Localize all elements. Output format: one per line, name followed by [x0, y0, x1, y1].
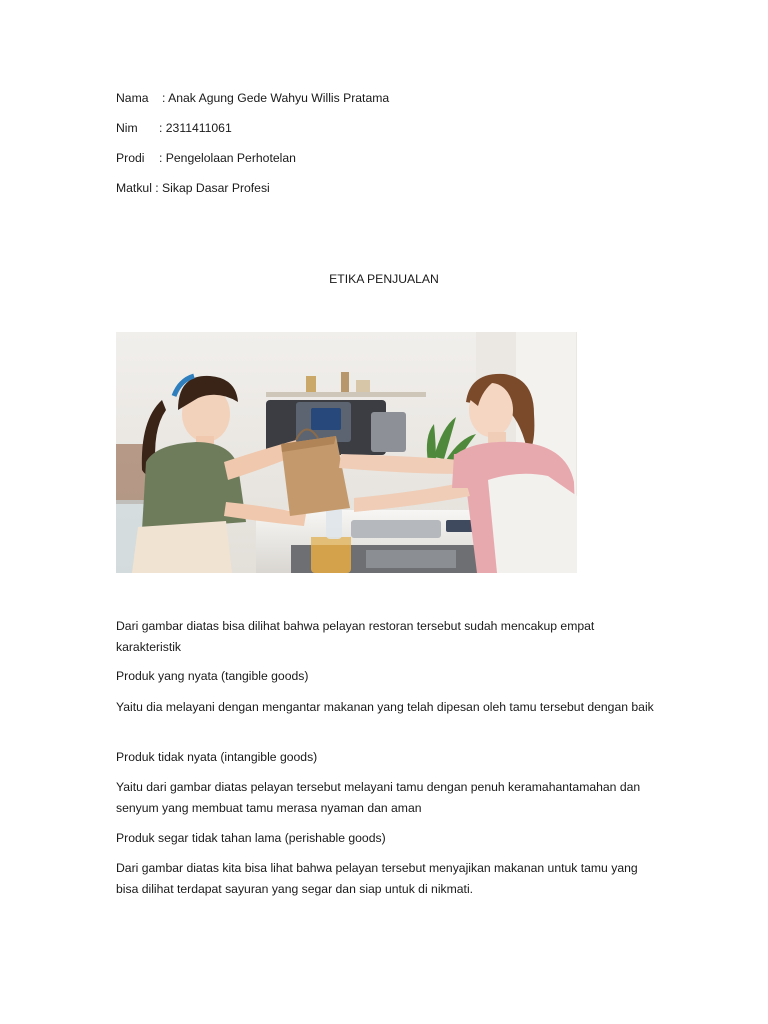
nim-line [116, 120, 232, 136]
nama-line [116, 90, 389, 106]
document-title: ETIKA PENJUALAN [329, 272, 439, 286]
prodi-label: Prodi [116, 151, 145, 165]
paragraph-intro: Dari gambar diatas bisa dilihat bahwa pelayan restoran tersebut sudah mencakup empat karakteristik [116, 619, 595, 654]
paragraph-tangible-heading: Produk yang nyata (tangible goods) [116, 669, 309, 683]
nim-label: Nim [116, 121, 138, 135]
matkul-line: Matkul : Sikap Dasar Profesi [116, 181, 270, 195]
nama-label: Nama [116, 91, 149, 105]
cafe-service-photo [116, 332, 577, 573]
paragraph-tangible-text: Yaitu dia melayani dengan mengantar makanan yang telah dipesan oleh tamu tersebut dengan baik [116, 700, 654, 714]
paragraph-perishable-heading: Produk segar tidak tahan lama (perishable goods) [116, 831, 386, 845]
prodi-line [116, 150, 296, 166]
nim-value: : 2311411061 [159, 121, 232, 135]
nama-value: : Anak Agung Gede Wahyu Willis Pratama [162, 91, 390, 105]
prodi-value: : Pengelolaan Perhotelan [159, 151, 296, 165]
paragraph-intangible-heading: Produk tidak nyata (intangible goods) [116, 750, 318, 764]
paragraph-intangible-text: Yaitu dari gambar diatas pelayan tersebut melayani tamu dengan penuh keramahantamahan dan senyum yang membuat tamu merasa nyaman dan aman [116, 780, 641, 815]
cafe-illustration [116, 332, 577, 573]
paragraph-perishable-text: Dari gambar diatas kita bisa lihat bahwa pelayan tersebut menyajikan makanan untuk tamu yang bisa dilihat terdapat sayuran yang segar dan siap untuk di nikmati. [116, 861, 638, 896]
